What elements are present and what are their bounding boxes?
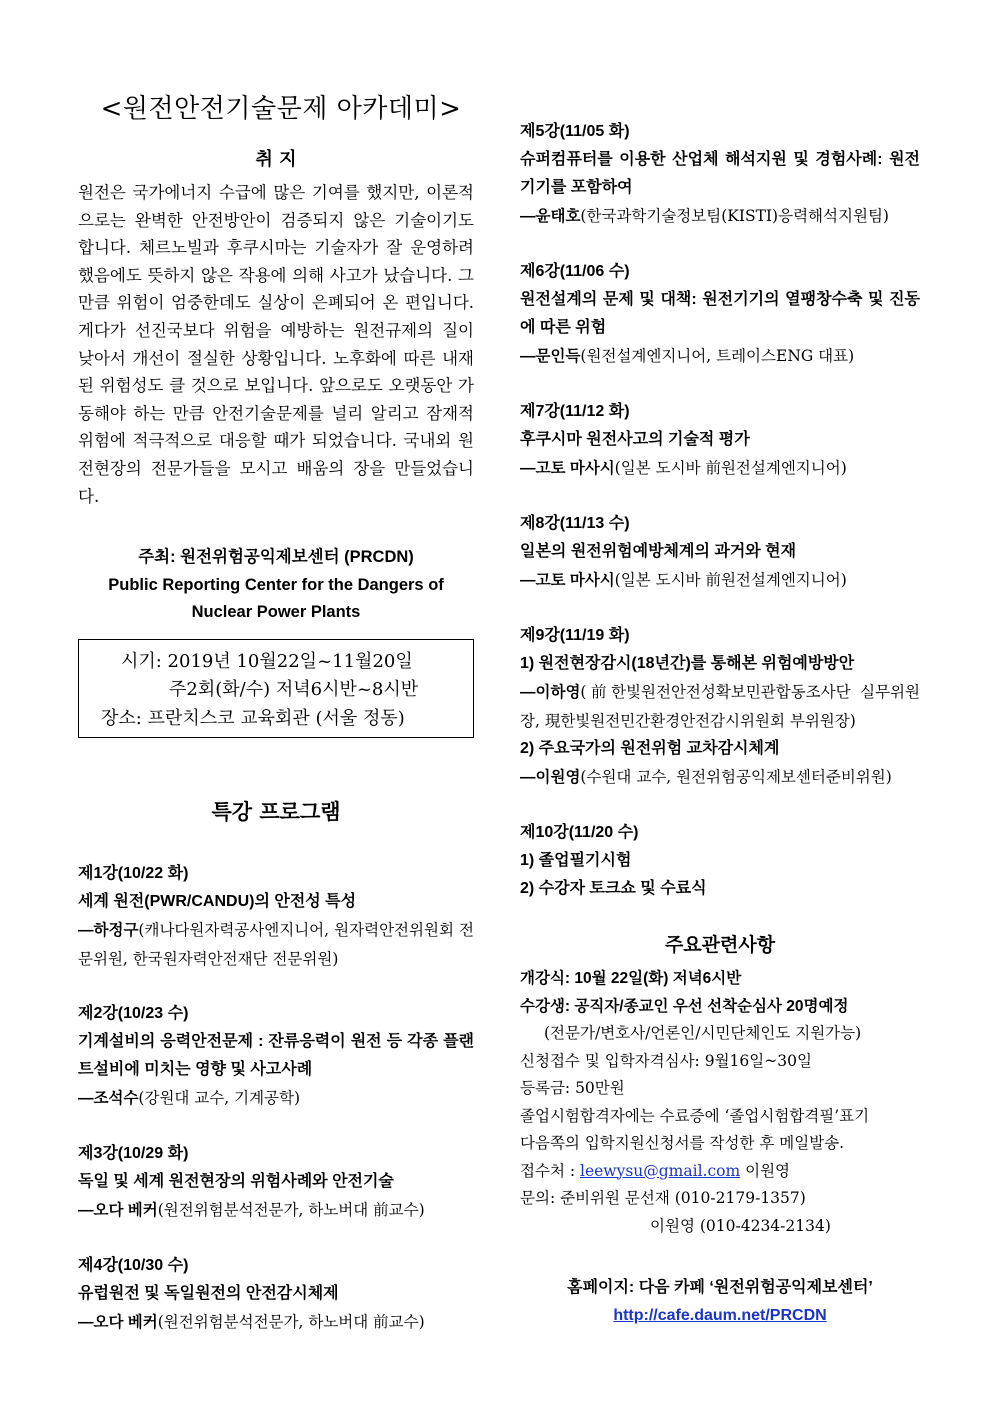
speaker-info: (수원대 교수, 원전위험공익제보센터준비위원) bbox=[580, 768, 892, 786]
lecture-1 bbox=[78, 860, 474, 973]
application-text: 신청접수 및 입학자격심사: 9월16일~30일 bbox=[520, 1051, 812, 1070]
lecture-number: 제8강(11/13 수) bbox=[520, 515, 630, 532]
purpose-body: 원전은 국가에너지 수급에 많은 기여를 했지만, 이론적으로는 완벽한 안전방안이 검증되지 않은 기술이기도 합니다. 체르노빌과 후쿠시마는 기술자가 잘 운영하려 했음에도 뜻하지 않은 작용에 의해 사고가 났습니다. 그만큼 위험이 엄중한데도 실상이 은폐되어 온 편입니다. 게다가 선진국보다 위험을 예방하는 원전규제의 질이 낮아서 개선이 절실한 상황입니다. 노후화에 따른 내재된 위험성도 클 것으로 보입니다. 앞으로도 오랫동안 가동해야 하는 만큼 안전기술문제를 널리 알리고 잠재적 위험에 적극적으로 대응할 때가 되었습니다. 국내외 원전현장의 전문가들을 모시고 배움의 장을 만들었습니다. bbox=[78, 183, 474, 506]
lecture-item-2: 2) 수강자 토크쇼 및 수료식 bbox=[520, 880, 707, 897]
opening-text: 개강식: 10월 22일(화) 저녁6시반 bbox=[520, 970, 742, 987]
speaker-info: (원전위험분석전문가, 하노버대 前교수) bbox=[157, 1313, 425, 1332]
lecture-number: 제2강(10/23 수) bbox=[78, 1005, 189, 1023]
speaker-info: (前한빛원전안전성확보민관합동조사단 실무위원장, 現한빛원전민간환경안전감시위원회 부위원장) bbox=[520, 683, 920, 730]
lecture-subject-2: 2) 주요국가의 원전위험 교차감시체계 bbox=[520, 740, 780, 757]
lecture-9 bbox=[520, 622, 920, 792]
program-title: 특강 프로그램 bbox=[211, 799, 341, 825]
homepage-block bbox=[520, 1274, 920, 1330]
students-text: 수강생: 공직자/종교인 우선 선착순심사 20명예정 bbox=[520, 997, 849, 1015]
lecture-subject: 원전설계의 문제 및 대책: 원전기기의 열팽창수축 및 진동에 따른 위험 bbox=[520, 291, 920, 336]
homepage-label: 홈페이지: 다음 카페 ‘원전위험공익제보센터’ bbox=[567, 1279, 873, 1296]
form-text: 다음쪽의 입학지원신청서를 작성한 후 메일발송. bbox=[520, 1134, 845, 1152]
lecture-subject-1: 1) 원전현장감시(18년간)를 통해본 위험예방방안 bbox=[520, 655, 855, 672]
lecture-subject: 일본의 원전위험예방체계의 과거와 현재 bbox=[520, 543, 797, 560]
lecture-number: 제6강(11/06 수) bbox=[520, 263, 630, 280]
submit-name: 이원영 bbox=[740, 1161, 791, 1180]
email-link[interactable]: leewysu@gmail.com bbox=[580, 1161, 741, 1180]
place-text: 장소: 프란치스코 교육회관 (서울 정동) bbox=[101, 707, 405, 729]
lecture-number: 제9강(11/19 화) bbox=[520, 627, 630, 644]
lecture-speaker bbox=[78, 916, 474, 973]
lecture-subject: 유럽원전 및 독일원전의 안전감시체제 bbox=[78, 1285, 339, 1303]
contact-text-2: 이원영 (010-4234-2134) bbox=[650, 1216, 831, 1235]
lecture-subject: 세계 원전(PWR/CANDU)의 안전성 특성 bbox=[78, 893, 357, 911]
submit-line bbox=[520, 1158, 920, 1186]
period-text: 시기: 2019년 10월22일~11월20일 bbox=[121, 650, 413, 672]
left-column bbox=[78, 88, 474, 1364]
lecture-10 bbox=[520, 819, 920, 903]
speaker-info: (한국과학기술정보팀(KISTI)응력해석지원팀) bbox=[580, 207, 889, 225]
speaker-name: ―문인득 bbox=[520, 348, 581, 365]
speaker-name: ―조석수 bbox=[78, 1090, 139, 1108]
lecture-number: 제5강(11/05 화) bbox=[520, 123, 630, 140]
page-title: <원전안전기술문제 아카데미> bbox=[100, 94, 462, 124]
lecture-7 bbox=[520, 398, 920, 483]
lecture-4 bbox=[78, 1252, 474, 1337]
students-sub-text: (전문가/변호사/언론인/시민단체인도 지원가능) bbox=[544, 1024, 862, 1042]
lecture-2 bbox=[78, 1000, 474, 1113]
related-title: 주요관련사항 bbox=[664, 934, 776, 956]
lecture-speaker bbox=[78, 1308, 474, 1337]
speaker-info: (캐나다원자력공사엔지니어, 원자력안전위원회 전문위원, 한국원자력안전재단 전문위원) bbox=[78, 921, 474, 969]
submit-label: 접수처 : bbox=[520, 1161, 580, 1180]
lecture-speaker bbox=[78, 1196, 474, 1225]
lecture-number: 제4강(10/30 수) bbox=[78, 1257, 189, 1275]
contact-text-1: 문의: 준비위원 문선재 (010-2179-1357) bbox=[520, 1189, 806, 1207]
lecture-number: 제1강(10/22 화) bbox=[78, 865, 189, 883]
related-block bbox=[520, 965, 920, 1240]
host-line-1: 주최: 원전위험공익제보센터 (PRCDN) bbox=[138, 548, 414, 567]
host-block bbox=[78, 544, 474, 627]
lecture-subject: 독일 및 세계 원전현장의 위험사례와 안전기술 bbox=[78, 1173, 394, 1191]
lecture-speaker bbox=[520, 454, 920, 483]
lecture-3 bbox=[78, 1140, 474, 1225]
lecture-8 bbox=[520, 510, 920, 595]
host-line-2: Public Reporting Center for the Dangers of bbox=[108, 575, 444, 594]
speaker-info: (강원대 교수, 기계공학) bbox=[138, 1089, 301, 1108]
fee-text: 등록금: 50만원 bbox=[520, 1079, 625, 1097]
speaker-name: ―고토 마사시 bbox=[520, 572, 615, 589]
speaker-info: (원전위험분석전문가, 하노버대 前교수) bbox=[157, 1201, 425, 1220]
lecture-number: 제10강(11/20 수) bbox=[520, 824, 639, 841]
lecture-subject: 슈퍼컴퓨터를 이용한 산업체 해석지원 및 경험사례: 원전기기를 포함하여 bbox=[520, 151, 920, 196]
right-column bbox=[520, 118, 920, 1330]
lecture-speaker bbox=[520, 202, 920, 231]
speaker-name: ―이하영 bbox=[520, 684, 581, 701]
lecture-number: 제7강(11/12 화) bbox=[520, 403, 630, 420]
speaker-name: ―하정구 bbox=[78, 922, 139, 940]
speaker-info: (일본 도시바 前원전설계엔지니어) bbox=[614, 459, 847, 477]
schedule-info-box bbox=[78, 639, 474, 739]
speaker-name: ―윤태호 bbox=[520, 208, 581, 225]
lecture-item-1: 1) 졸업필기시험 bbox=[520, 852, 632, 869]
speaker-name: ―고토 마사시 bbox=[520, 460, 615, 477]
lecture-subject: 기계설비의 응력안전문제 : 잔류응력이 원전 등 각종 플랜트설비에 미치는 영향 및 사고사례 bbox=[78, 1033, 474, 1079]
homepage-url-link[interactable]: http://cafe.daum.net/PRCDN bbox=[613, 1307, 827, 1324]
lecture-speaker bbox=[520, 342, 920, 371]
speaker-name: ―오다 베커 bbox=[78, 1202, 158, 1220]
host-line-3: Nuclear Power Plants bbox=[191, 603, 361, 622]
schedule-text: 주2회(화/수) 저녁6시반~8시반 bbox=[169, 679, 419, 701]
speaker-info: (일본 도시바 前원전설계엔지니어) bbox=[614, 571, 847, 589]
lecture-number: 제3강(10/29 화) bbox=[78, 1145, 189, 1163]
lecture-6 bbox=[520, 258, 920, 371]
lecture-5 bbox=[520, 118, 920, 231]
lecture-speaker bbox=[78, 1084, 474, 1113]
speaker-name: ―이원영 bbox=[520, 769, 581, 786]
lecture-subject: 후쿠시마 원전사고의 기술적 평가 bbox=[520, 431, 750, 448]
purpose-heading: 취 지 bbox=[255, 149, 297, 170]
lecture-speaker bbox=[520, 566, 920, 595]
speaker-name: ―오다 베커 bbox=[78, 1314, 158, 1332]
speaker-info: (원전설계엔지니어, 트레이스ENG 대표) bbox=[580, 347, 855, 365]
graduation-text: 졸업시험합격자에는 수료증에 ‘졸업시험합격필’표기 bbox=[520, 1106, 870, 1125]
lecture-speaker-1 bbox=[520, 678, 920, 735]
lecture-speaker-2 bbox=[520, 763, 920, 792]
